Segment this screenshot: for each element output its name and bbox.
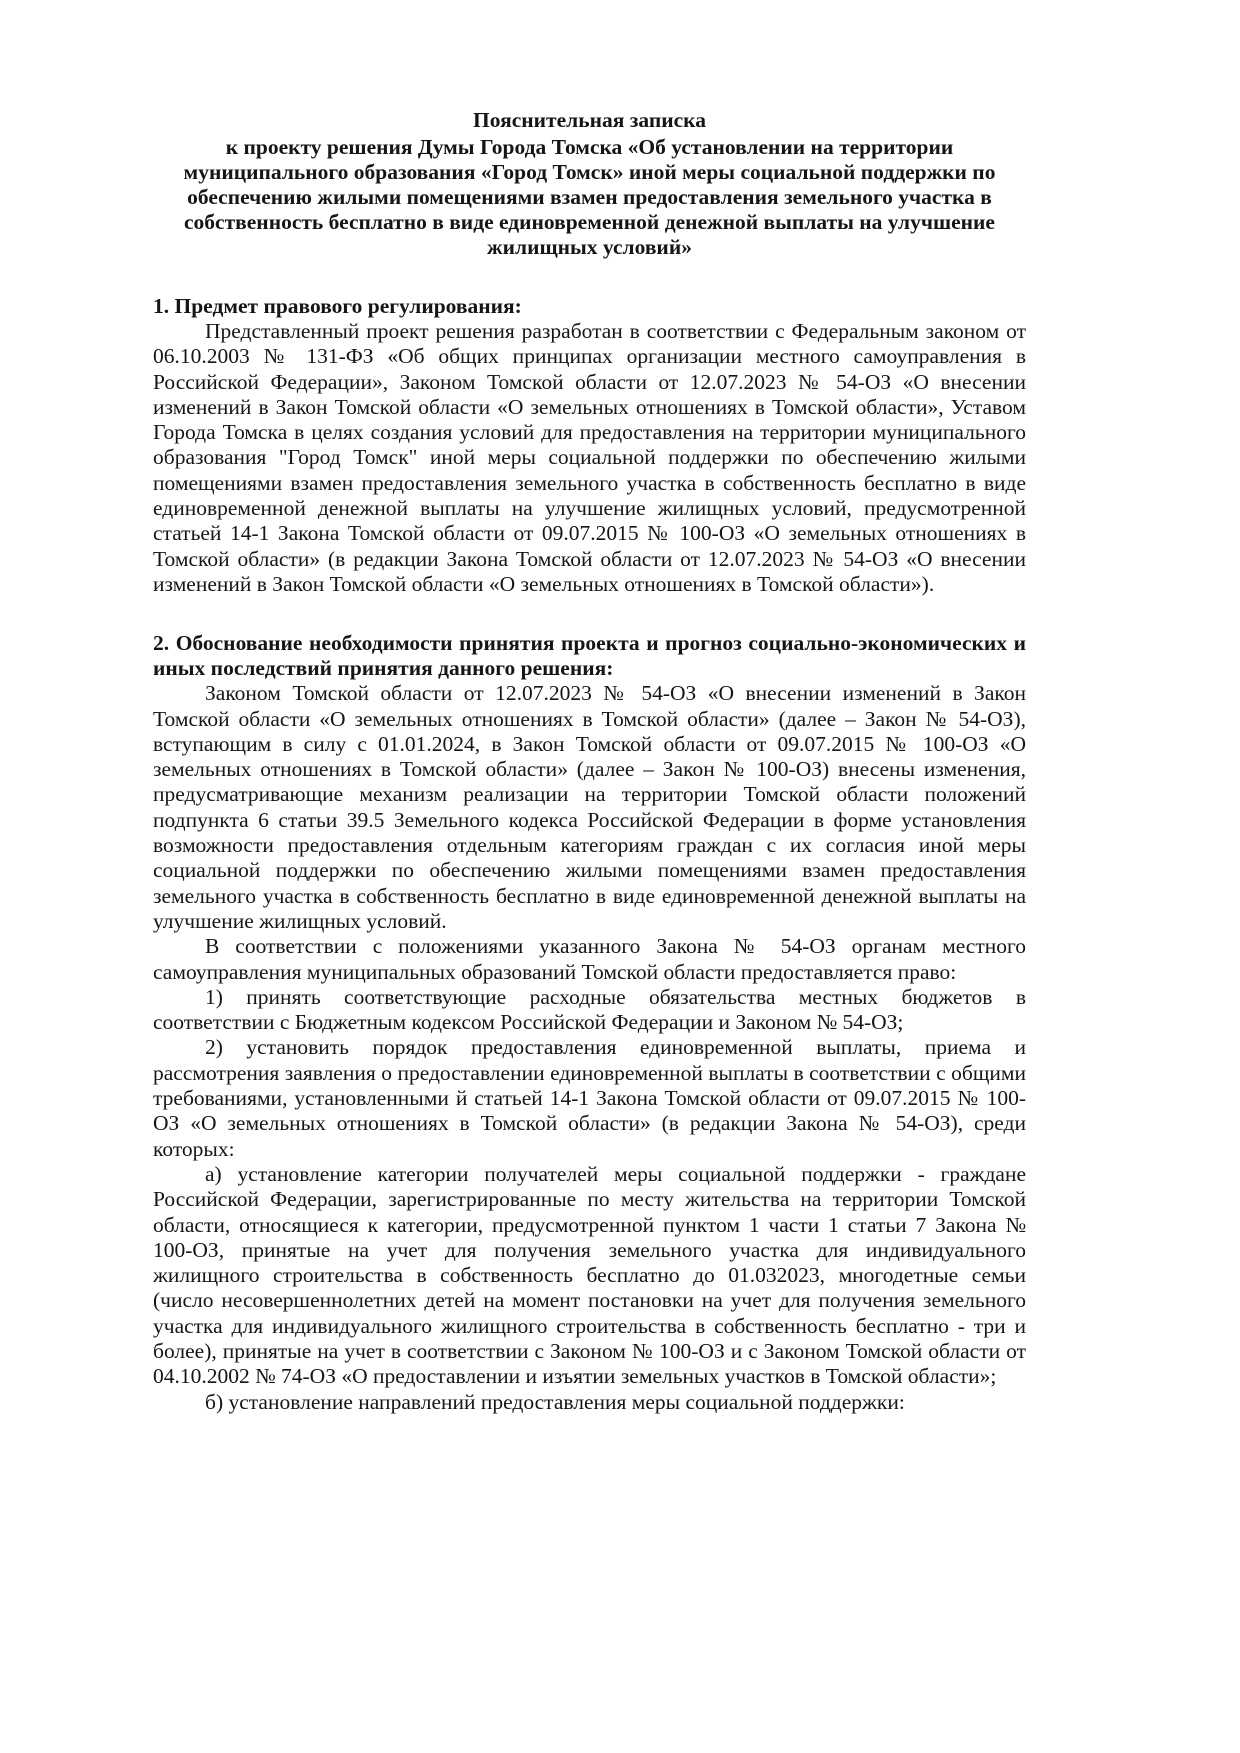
section-2-heading: 2. Обоснование необходимости принятия проекта и прогноз социально-экономических и иных последствий принятия данного решения: [153, 631, 1026, 681]
section-2-paragraph: В соответствии с положениями указанного Закона № 54-ОЗ органам местного самоуправления муниципальных образований Томской области предоставляется право: [153, 934, 1026, 984]
section-2-paragraph: Законом Томской области от 12.07.2023 № 54-ОЗ «О внесении изменений в Закон Томской области «О земельных отношениях в Томской области» (далее – Закон № 54-ОЗ), вступающим в силу с 01.01.2024, в Закон Томской области от 09.07.2015 № 100-ОЗ «О земельных отношениях в Томской области» (далее – Закон № 100-ОЗ) внесены изменения, предусматривающие механизм реализации на территории Томской области положений подпункта 6 статьи 39.5 Земельного кодекса Российской Федерации в форме установления возможности предоставления отдельным категориям граждан с их согласия иной меры социальной поддержки по обеспечению жилыми помещениями взамен предоставления земельного участка в собственность бесплатно в виде единовременной денежной выплаты на улучшение жилищных условий. [153, 681, 1026, 933]
section-1-heading: 1. Предмет правового регулирования: [153, 294, 522, 318]
list-item: б) установление направлений предоставления меры социальной поддержки: [205, 1389, 905, 1414]
list-item: 2) установить порядок предоставления единовременной выплаты, приема и рассмотрения заявления о предоставлении единовременной выплаты в соответствии с общими требованиями, установленными й статьей 14-1 Закона Томской области от 09.07.2015 № 100-ОЗ «О земельных отношениях в Томской области» (в редакции Закона № 54-ОЗ), среди которых: [153, 1035, 1026, 1161]
list-item: 1) принять соответствующие расходные обязательства местных бюджетов в соответствии с Бюджетным кодексом Российской Федерации и Законом № 54-ОЗ; [153, 984, 1026, 1035]
list-item: а) установление категории получателей меры социальной поддержки - граждане Российской Федерации, зарегистрированные по месту жительства на территории Томской области, относящиеся к категории, предусмотренной пунктом 1 части 1 статьи 7 Закона № 100-ОЗ, принятые на учет для получения земельного участка для индивидуального жилищного строительства в собственность бесплатно до 01.032023, многодетные семьи (число несовершеннолетних детей на момент постановки на учет для получения земельного участка для индивидуального жилищного строительства в собственность бесплатно - три и более), принятые на учет в соответствии с Законом № 100-ОЗ и с Законом Томской области от 04.10.2002 № 74-ОЗ «О предоставлении и изъятии земельных участков в Томской области»; [153, 1161, 1026, 1389]
document-subtitle: к проекту решения Думы Города Томска «Об установлении на территории муниципального образования «Город Томск» иной меры социальной поддержки по обеспечению жилыми помещениями взамен предоставления земельного участка в собственность бесплатно в виде единовременной денежной выплаты на улучшение жилищных условий» [183, 135, 996, 259]
document-title: Пояснительная записка [473, 108, 706, 132]
section-1-paragraph: Представленный проект решения разработан в соответствии с Федеральным законом от 06.10.2003 № 131-ФЗ «Об общих принципах организации местного самоуправления в Российской Федерации», Законом Томской области от 12.07.2023 № 54-ОЗ «О внесении изменений в Закон Томской области «О земельных отношениях в Томской области», Уставом Города Томска в целях создания условий для предоставления на территории муниципального образования "Город Томск" иной меры социальной поддержки по обеспечению жилыми помещениями взамен предоставления земельного участка в собственность бесплатно в виде единовременной денежной выплаты на улучшение жилищных условий, предусмотренной статьей 14-1 Закона Томской области от 09.07.2015 № 100-ОЗ «О земельных отношениях в Томской области» (в редакции Закона Томской области от 12.07.2023 № 54-ОЗ «О внесении изменений в Закон Томской области «О земельных отношениях в Томской области»). [153, 319, 1026, 596]
document-page [153, 108, 1026, 1415]
